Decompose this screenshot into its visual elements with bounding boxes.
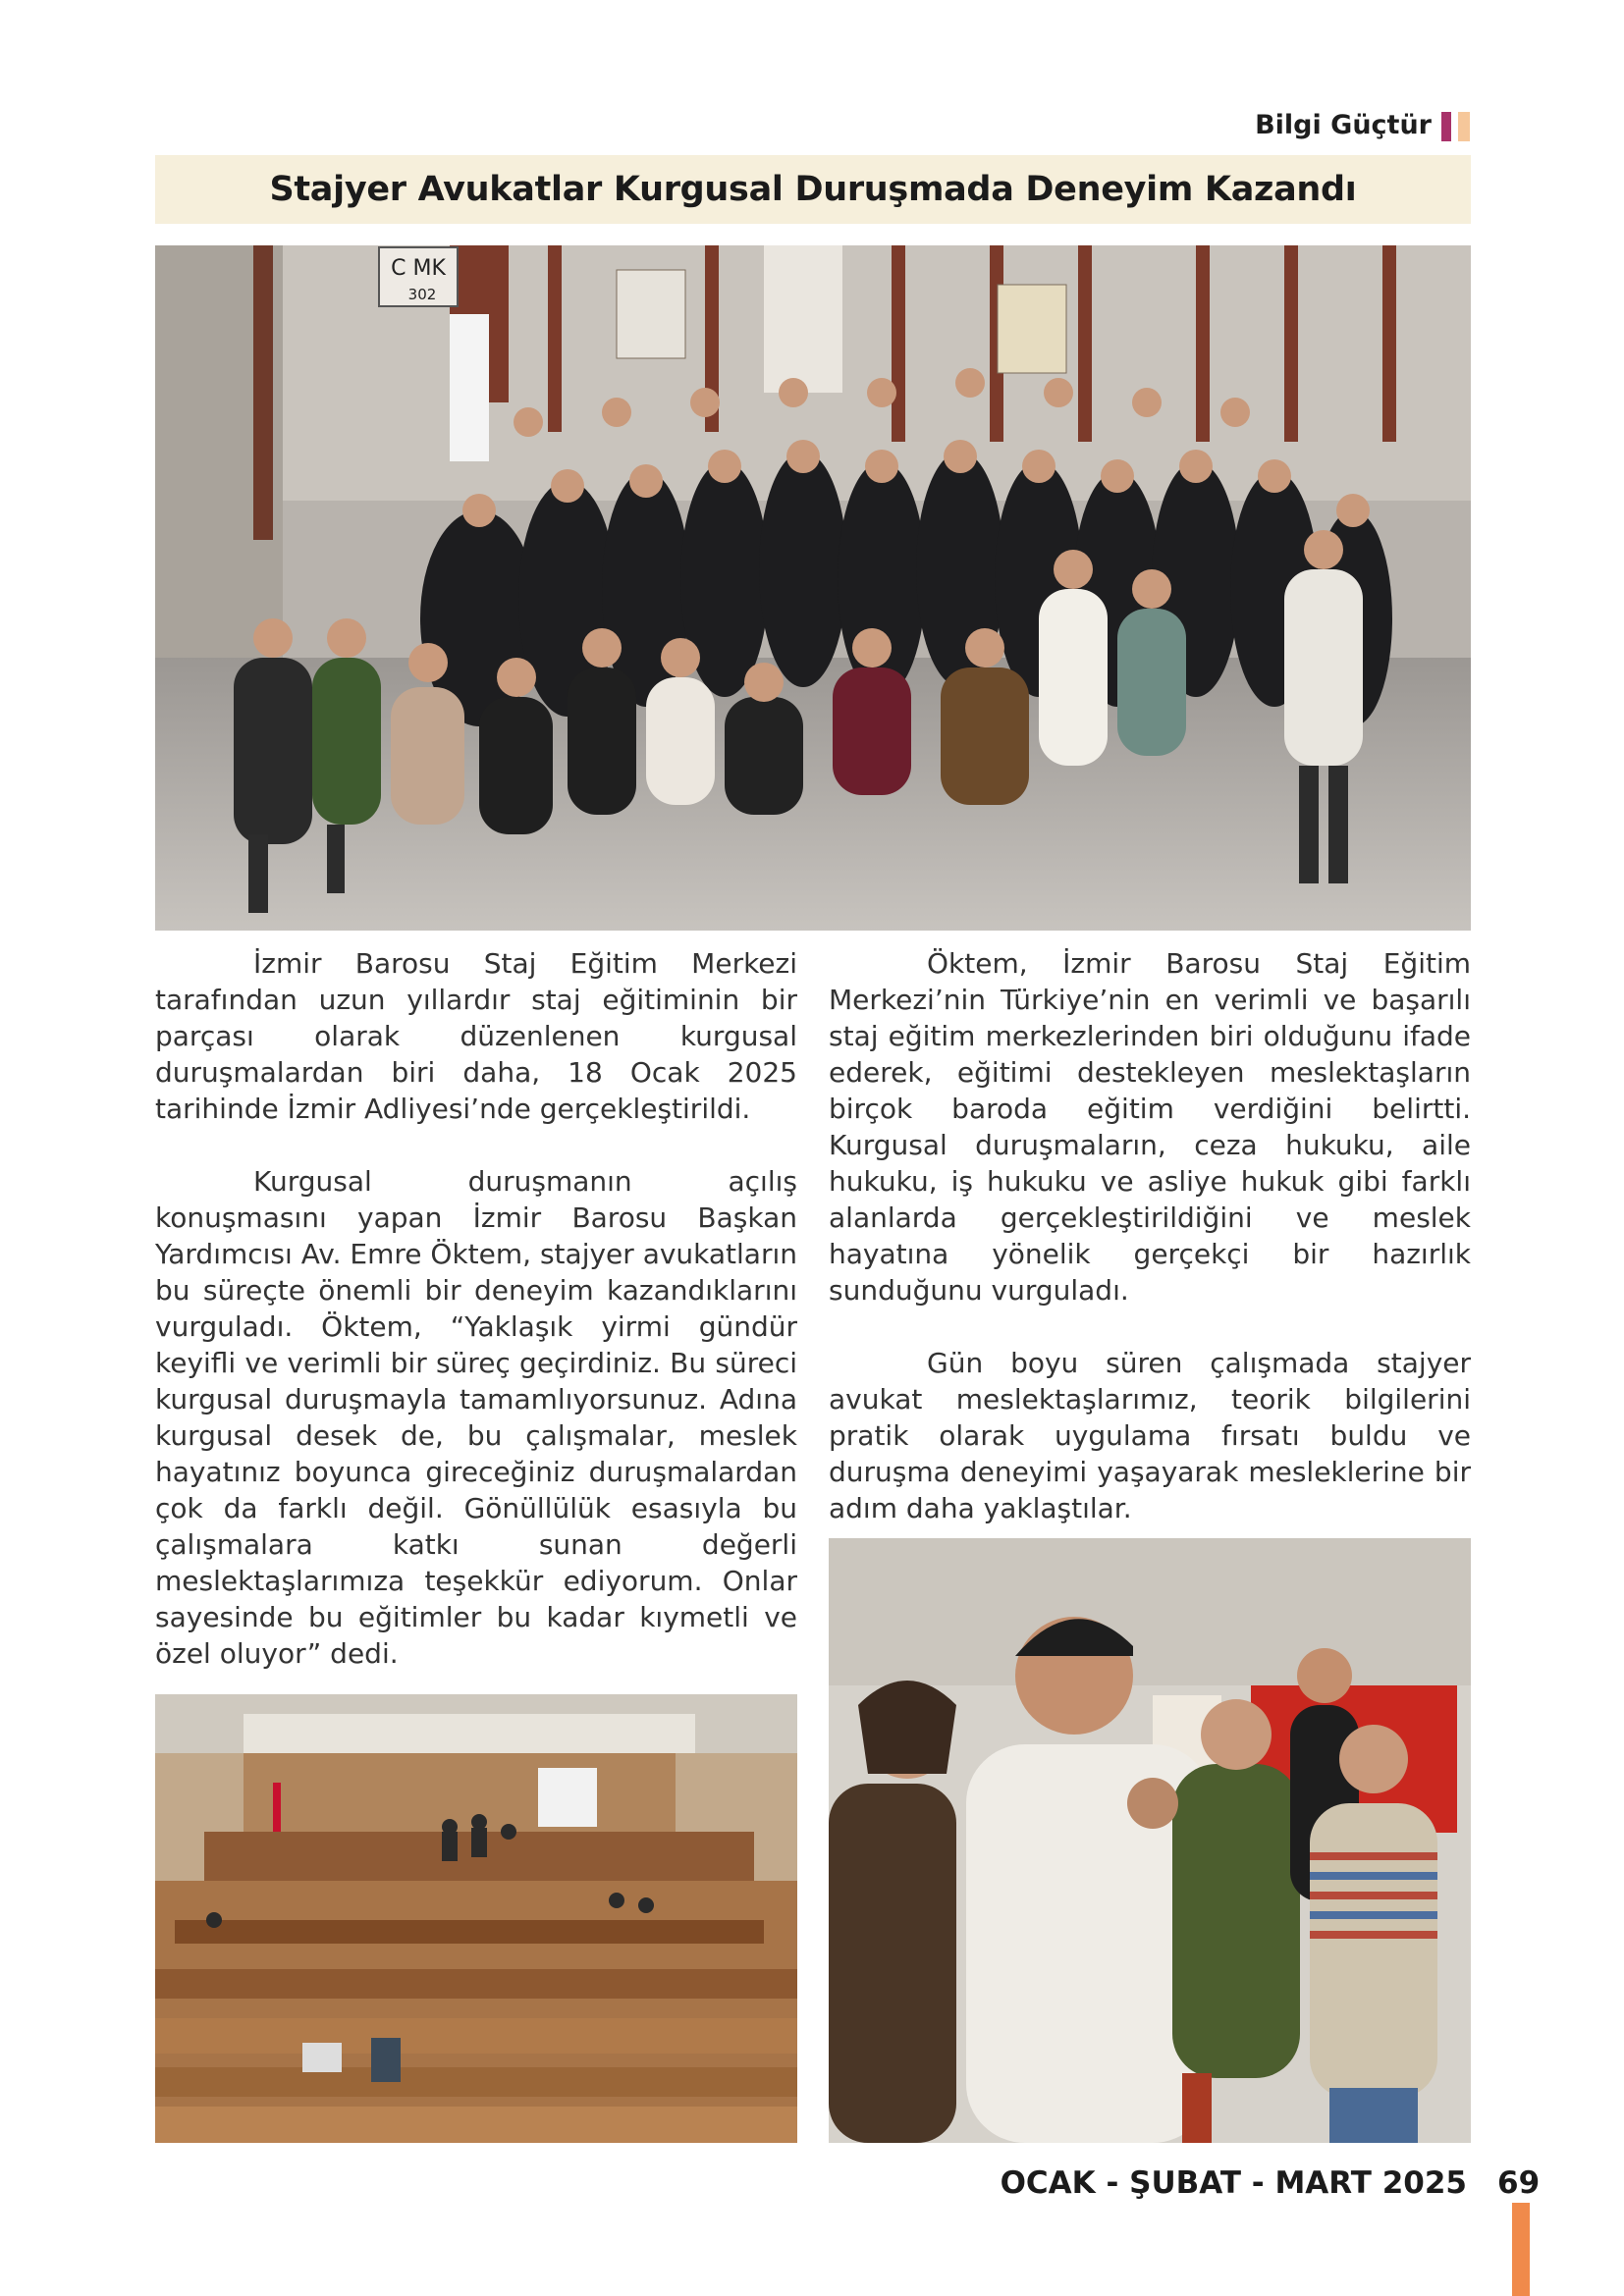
speaker-photo xyxy=(829,1538,1471,2143)
article-column-right xyxy=(829,945,1471,1526)
group-photo xyxy=(155,245,1471,931)
title-band xyxy=(155,155,1471,224)
section-label: Bilgi Güçtür xyxy=(1255,110,1432,140)
courtroom-photo xyxy=(155,1694,797,2143)
section-accent-bar xyxy=(1441,112,1451,141)
photo-sign-text: C MK xyxy=(391,256,446,281)
paragraph: Kurgusal duruşmanın açılış konuşmasını yapan İzmir Barosu Başkan Yardımcısı Av. Emre Öktem, stajyer avukatların bu süreçte önemli bir deneyim kazandıklarını vurguladı. Öktem, “Yaklaşık yirmi gündür keyifli ve verimli bir süreç geçirdiniz. Bu süreci kurgusal duruşmayla tamamlıyorsunuz. Adına kurgusal desek de, bu çalışmalar, meslek hayatınız boyunca gireceğiniz duruşmalardan çok da farklı değil. Gönüllülük esasıyla bu çalışmalara katkı sunan değerli meslektaşlarımıza teşekkür ediyorum. Onlar sayesinde bu eğitimler bu kadar kıymetli ve özel oluyor” dedi. xyxy=(155,1165,797,1670)
section-accent-bar xyxy=(1458,112,1470,141)
paragraph: İzmir Barosu Staj Eğitim Merkezi tarafından uzun yıllardır staj eğitiminin bir parçası olarak düzenlenen kurgusal duruşmalardan biri daha, 18 Ocak 2025 tarihinde İzmir Adliyesi’nde gerçekleştirildi. xyxy=(155,947,797,1125)
footer-accent-bar xyxy=(1512,2203,1530,2296)
article-column-left xyxy=(155,945,797,1672)
paragraph: Öktem, İzmir Barosu Staj Eğitim Merkezi’nin Türkiye’nin en verimli ve başarılı staj eğitim merkezlerinden biri olduğunu ifade ederek, eğitimi destekleyen meslektaşların birçok baroda eğitim verdiğini belirtti. Kurgusal duruşmaların, ceza hukuku, aile hukuku, iş hukuku ve asliye hukuk gibi farklı alanlarda gerçekleştirildiğini ve meslek hayatına yönelik gerçekçi bir hazırlık sunduğunu vurguladı. xyxy=(829,947,1471,1307)
page-number: 69 xyxy=(1497,2165,1541,2201)
article-title: Stajyer Avukatlar Kurgusal Duruşmada Deneyim Kazandı xyxy=(269,170,1357,209)
paragraph: Gün boyu süren çalışmada stajyer avukat meslektaşlarımız, teorik bilgilerini pratik olarak uygulama fırsatı buldu ve duruşma deneyimi yaşayarak mesleklerine bir adım daha yaklaştılar. xyxy=(829,1347,1471,1524)
photo-sign-number: 302 xyxy=(407,286,437,303)
issue-date: OCAK - ŞUBAT - MART 2025 xyxy=(1000,2165,1467,2201)
